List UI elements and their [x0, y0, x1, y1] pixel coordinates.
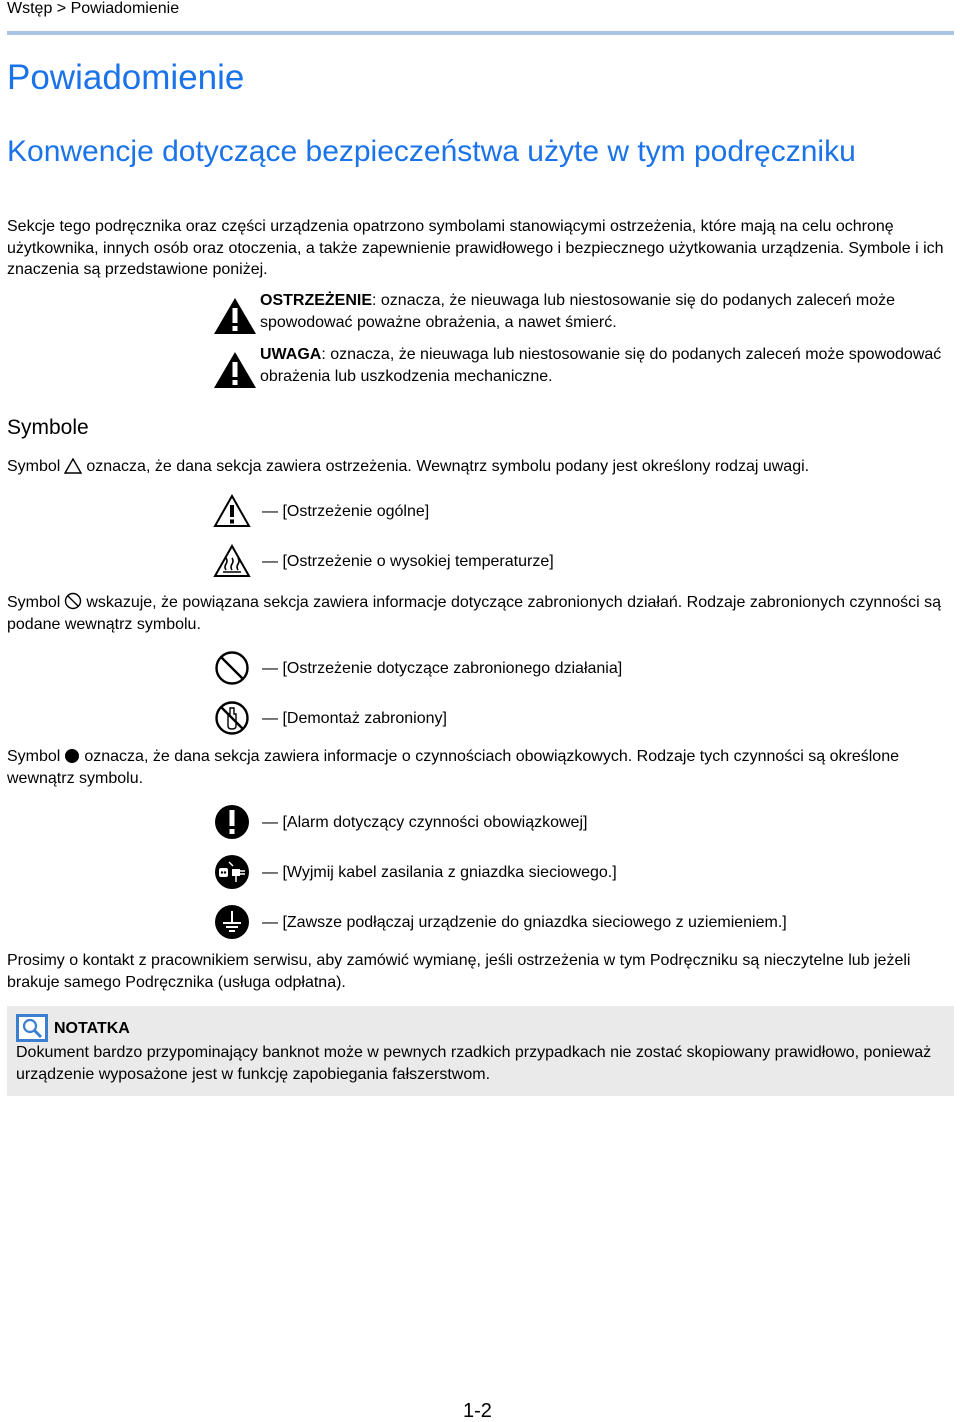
prohibited-symbol-text: wskazuje, że powiązana sekcja zawiera informacje dotyczące zabronionych działań. Rodzaje zabronionych czynności są podane wewnątrz symbolu.	[7, 594, 942, 633]
caution-definition-text: : oznacza, że nieuwaga lub niestosowanie się do podanych zaleceń może spowodować obrażenia lub uszkodzenia mechaniczne.	[260, 346, 942, 385]
unplug-power-cord-icon	[214, 854, 250, 890]
high-temperature-warning-label: — [Ostrzeżenie o wysokiej temperaturze]	[262, 553, 554, 570]
no-disassembly-label: — [Demontaż zabroniony]	[262, 710, 447, 727]
warning-outline-icon	[64, 458, 82, 474]
note-text: Dokument bardzo przypominający banknot może w pewnych rzadkich przypadkach nie zostać skopiowany prawidłowo, ponieważ urządzenie wyposażone jest w funkcję zapobiegania fałszerstwom.	[16, 1044, 932, 1083]
prohibited-symbol-paragraph	[7, 592, 957, 635]
general-warning-label: — [Ostrzeżenie ogólne]	[262, 503, 430, 520]
caution-filled-icon	[213, 351, 257, 389]
prohibited-action-label: — [Ostrzeżenie dotyczące zabronionego działania]	[262, 660, 623, 677]
mandatory-symbol-paragraph	[7, 746, 952, 789]
note-magnifier-icon	[16, 1014, 48, 1042]
warning-definition-text: : oznacza, że nieuwaga lub niestosowanie się do podanych zaleceń może spowodować poważne obrażenia, a nawet śmierć.	[260, 292, 896, 331]
header-divider	[7, 31, 954, 35]
contact-paragraph: Prosimy o kontakt z pracownikiem serwisu, aby zamówić wymianę, jeśli ostrzeżenia w tym Podręczniku są nieczytelne lub jeżeli brakuje samego Podręcznika (usługa odpłatna).	[7, 952, 911, 991]
note-box	[7, 1006, 954, 1096]
prohibited-outline-icon	[64, 592, 82, 610]
page-title: Powiadomienie	[7, 58, 245, 97]
breadcrumb[interactable]: Wstęp > Powiadomienie	[7, 0, 180, 17]
mandatory-action-label: — [Alarm dotyczący czynności obowiązkowej]	[262, 814, 588, 831]
intro-paragraph: Sekcje tego podręcznika oraz części urządzenia opatrzono symbolami stanowiącymi ostrzeżenia, które mają na celu ochronę użytkownika, innych osób oraz otoczenia, a także zapewnienie prawidłowego i bezpiecznego użytkowania urządzenia. Symbole i ich znaczenia są przedstawione poniżej.	[7, 218, 944, 278]
mandatory-symbol-text: oznacza, że dana sekcja zawiera informacje o czynnościach obowiązkowych. Rodzaje tych czynności są określone wewnątrz symbolu.	[7, 748, 899, 787]
warning-symbol-text: oznacza, że dana sekcja zawiera ostrzeżenia. Wewnątrz symbolu podany jest określony rodzaj uwagi.	[86, 458, 810, 475]
caution-definition	[260, 344, 950, 388]
general-warning-icon	[213, 494, 251, 528]
warning-symbol-prefix: Symbol	[7, 458, 61, 475]
note-title: NOTATKA	[54, 1020, 130, 1037]
no-disassembly-icon	[214, 700, 250, 736]
page-number: 1-2	[463, 1400, 492, 1422]
caution-term: UWAGA	[260, 346, 322, 363]
warning-symbol-paragraph	[7, 456, 952, 478]
mandatory-symbol-prefix: Symbol	[7, 748, 61, 765]
unplug-power-cord-label: — [Wyjmij kabel zasilania z gniazdka sieciowego.]	[262, 864, 617, 881]
mandatory-filled-circle-icon	[64, 748, 80, 764]
warning-term: OSTRZEŻENIE	[260, 292, 373, 309]
warning-definition	[260, 290, 950, 334]
symbols-heading: Symbole	[7, 416, 89, 439]
high-temperature-warning-icon	[213, 544, 251, 578]
ground-connection-label: — [Zawsze podłączaj urządzenie do gniazdka sieciowego z uziemieniem.]	[262, 914, 787, 931]
warning-filled-icon	[213, 297, 257, 335]
prohibited-symbol-prefix: Symbol	[7, 594, 61, 611]
mandatory-action-icon	[214, 804, 250, 840]
section-title: Konwencje dotyczące bezpieczeństwa użyte w tym podręczniku	[7, 135, 856, 168]
prohibited-action-icon	[214, 650, 250, 686]
ground-connection-icon	[214, 904, 250, 940]
